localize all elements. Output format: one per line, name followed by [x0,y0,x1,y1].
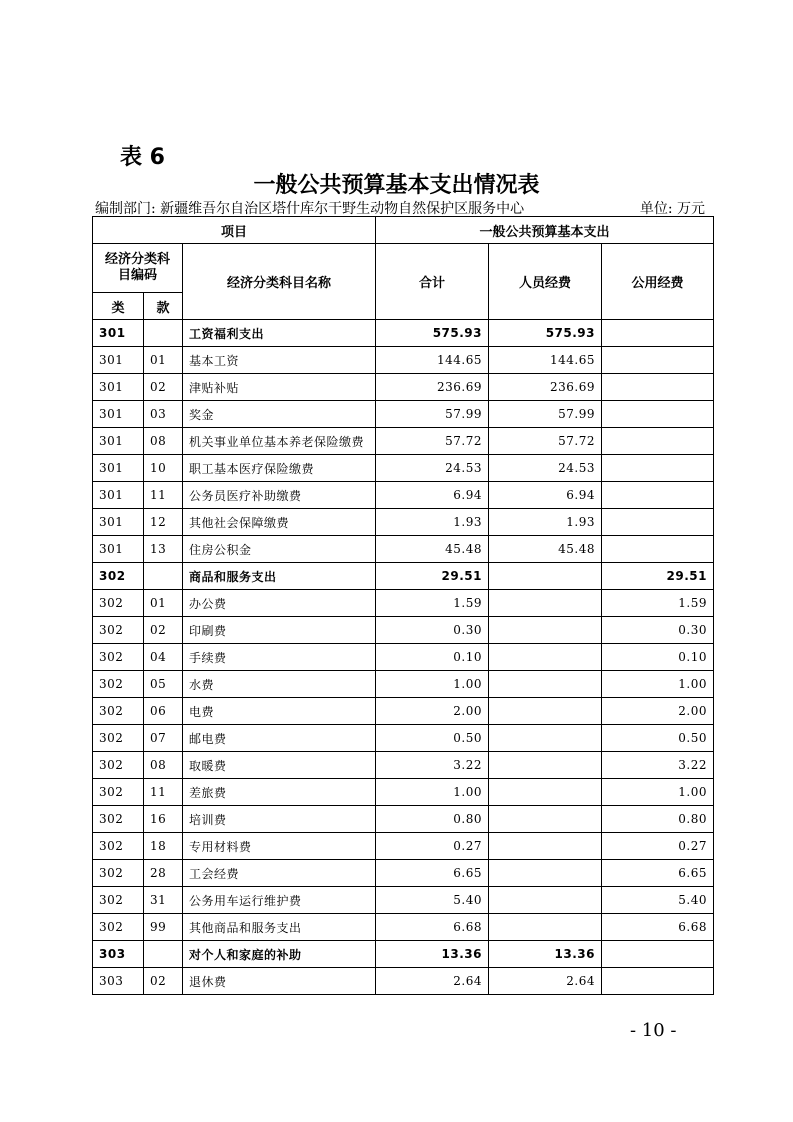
item-name-cell: 其他商品和服务支出 [183,914,376,941]
kuan-cell: 02 [144,968,183,995]
public-cell: 0.30 [602,617,714,644]
personnel-cell: 236.69 [489,374,602,401]
total-cell: 1.59 [376,590,489,617]
item-name-cell: 公务员医疗补助缴费 [183,482,376,509]
kuan-cell: 01 [144,590,183,617]
public-cell: 29.51 [602,563,714,590]
item-name-cell: 邮电费 [183,725,376,752]
table-row [93,671,714,698]
table-row [93,320,714,347]
item-name-cell: 专用材料费 [183,833,376,860]
public-cell: 0.10 [602,644,714,671]
kuan-cell: 06 [144,698,183,725]
name-header: 经济分类科目名称 [183,244,376,320]
table-row [93,968,714,995]
lei-header: 类 [93,293,144,320]
table-row [93,590,714,617]
total-cell: 3.22 [376,752,489,779]
kuan-cell: 11 [144,779,183,806]
total-cell: 29.51 [376,563,489,590]
header-row-1 [93,217,714,244]
table-row [93,428,714,455]
kuan-cell: 18 [144,833,183,860]
kuan-cell: 04 [144,644,183,671]
table-row [93,482,714,509]
kuan-cell: 08 [144,428,183,455]
table-row [93,374,714,401]
personnel-cell: 57.99 [489,401,602,428]
personnel-cell [489,671,602,698]
lei-cell: 302 [93,887,144,914]
total-cell: 0.80 [376,806,489,833]
table-row [93,725,714,752]
page-title: 一般公共预算基本支出情况表 [253,173,540,198]
lei-cell: 303 [93,941,144,968]
kuan-cell: 16 [144,806,183,833]
table-row [93,887,714,914]
table-row [93,860,714,887]
public-header: 公用经费 [602,244,714,320]
lei-cell: 302 [93,563,144,590]
lei-cell: 302 [93,806,144,833]
table-row [93,806,714,833]
personnel-cell: 144.65 [489,347,602,374]
table-row [93,644,714,671]
item-name-cell: 其他社会保障缴费 [183,509,376,536]
item-name-cell: 取暖费 [183,752,376,779]
total-cell: 2.64 [376,968,489,995]
table-row [93,779,714,806]
total-cell: 5.40 [376,887,489,914]
table-row [93,401,714,428]
kuan-cell: 11 [144,482,183,509]
total-cell: 0.30 [376,617,489,644]
total-cell: 57.72 [376,428,489,455]
budget-table [92,216,714,995]
item-name-cell: 公务用车运行维护费 [183,887,376,914]
lei-cell: 301 [93,536,144,563]
total-cell: 6.68 [376,914,489,941]
public-cell [602,941,714,968]
lei-cell: 302 [93,860,144,887]
total-cell: 575.93 [376,320,489,347]
item-name-cell: 对个人和家庭的补助 [183,941,376,968]
lei-cell: 302 [93,671,144,698]
page-number: - 10 - [630,1020,677,1041]
lei-cell: 302 [93,914,144,941]
lei-cell: 302 [93,590,144,617]
personnel-cell [489,833,602,860]
total-cell: 0.10 [376,644,489,671]
code-header: 经济分类科目编码 [93,244,183,293]
public-cell: 6.65 [602,860,714,887]
meta-line [95,198,705,218]
lei-cell: 302 [93,617,144,644]
item-name-cell: 印刷费 [183,617,376,644]
kuan-cell: 10 [144,455,183,482]
public-cell: 0.27 [602,833,714,860]
lei-cell: 302 [93,644,144,671]
public-cell: 1.59 [602,590,714,617]
personnel-cell: 6.94 [489,482,602,509]
item-name-cell: 奖金 [183,401,376,428]
personnel-cell: 24.53 [489,455,602,482]
public-cell: 5.40 [602,887,714,914]
item-name-cell: 住房公积金 [183,536,376,563]
public-cell: 6.68 [602,914,714,941]
personnel-cell [489,590,602,617]
public-cell: 2.00 [602,698,714,725]
kuan-cell [144,941,183,968]
table-row [93,536,714,563]
table-number: 表 6 [120,145,165,170]
item-name-cell: 工资福利支出 [183,320,376,347]
total-cell: 57.99 [376,401,489,428]
public-cell [602,968,714,995]
personnel-cell [489,698,602,725]
kuan-cell: 03 [144,401,183,428]
total-cell: 0.50 [376,725,489,752]
personnel-cell [489,860,602,887]
total-cell: 6.94 [376,482,489,509]
kuan-cell: 99 [144,914,183,941]
personnel-cell: 575.93 [489,320,602,347]
item-name-cell: 水费 [183,671,376,698]
personnel-header: 人员经费 [489,244,602,320]
kuan-cell: 12 [144,509,183,536]
header-row-2 [93,244,714,293]
table-body [93,320,714,995]
total-cell: 1.00 [376,671,489,698]
lei-cell: 301 [93,509,144,536]
lei-cell: 301 [93,482,144,509]
lei-cell: 301 [93,320,144,347]
public-cell: 1.00 [602,779,714,806]
lei-cell: 303 [93,968,144,995]
personnel-cell: 57.72 [489,428,602,455]
dept-label: 编制部门: 新疆维吾尔自治区塔什库尔干野生动物自然保护区服务中心 [95,201,525,217]
personnel-cell [489,806,602,833]
item-name-cell: 退休费 [183,968,376,995]
public-cell [602,374,714,401]
personnel-cell [489,752,602,779]
item-name-cell: 职工基本医疗保险缴费 [183,455,376,482]
public-cell [602,401,714,428]
table-row [93,455,714,482]
item-name-cell: 培训费 [183,806,376,833]
personnel-cell [489,887,602,914]
public-cell [602,347,714,374]
public-cell: 1.00 [602,671,714,698]
lei-cell: 302 [93,725,144,752]
personnel-cell [489,779,602,806]
lei-cell: 301 [93,401,144,428]
table-row [93,347,714,374]
item-name-cell: 津贴补贴 [183,374,376,401]
lei-cell: 302 [93,833,144,860]
kuan-cell: 13 [144,536,183,563]
total-cell: 236.69 [376,374,489,401]
personnel-cell [489,725,602,752]
lei-cell: 301 [93,428,144,455]
public-cell: 0.50 [602,725,714,752]
public-cell: 0.80 [602,806,714,833]
item-name-cell: 差旅费 [183,779,376,806]
total-cell: 0.27 [376,833,489,860]
budget-header: 一般公共预算基本支出 [376,217,714,244]
table-row [93,698,714,725]
public-cell [602,536,714,563]
personnel-cell [489,563,602,590]
total-cell: 45.48 [376,536,489,563]
table-row [93,941,714,968]
kuan-cell [144,563,183,590]
kuan-cell: 07 [144,725,183,752]
item-name-cell: 基本工资 [183,347,376,374]
personnel-cell: 45.48 [489,536,602,563]
public-cell [602,320,714,347]
public-cell [602,455,714,482]
total-cell: 13.36 [376,941,489,968]
total-cell: 1.00 [376,779,489,806]
personnel-cell [489,617,602,644]
item-name-cell: 手续费 [183,644,376,671]
kuan-header: 款 [144,293,183,320]
kuan-cell [144,320,183,347]
personnel-cell: 13.36 [489,941,602,968]
table-row [93,833,714,860]
personnel-cell: 2.64 [489,968,602,995]
public-cell [602,428,714,455]
kuan-cell: 02 [144,374,183,401]
kuan-cell: 08 [144,752,183,779]
kuan-cell: 05 [144,671,183,698]
personnel-cell [489,914,602,941]
table-row [93,563,714,590]
lei-cell: 301 [93,455,144,482]
unit-label: 单位: 万元 [639,201,705,217]
lei-cell: 301 [93,374,144,401]
item-name-cell: 商品和服务支出 [183,563,376,590]
personnel-cell: 1.93 [489,509,602,536]
total-header: 合计 [376,244,489,320]
public-cell [602,482,714,509]
personnel-cell [489,644,602,671]
public-cell: 3.22 [602,752,714,779]
total-cell: 1.93 [376,509,489,536]
total-cell: 24.53 [376,455,489,482]
lei-cell: 301 [93,347,144,374]
item-name-cell: 机关事业单位基本养老保险缴费 [183,428,376,455]
table-row [93,914,714,941]
project-header: 项目 [93,217,376,244]
table-row [93,752,714,779]
public-cell [602,509,714,536]
kuan-cell: 31 [144,887,183,914]
lei-cell: 302 [93,752,144,779]
total-cell: 144.65 [376,347,489,374]
table-row [93,509,714,536]
table-row [93,617,714,644]
kuan-cell: 02 [144,617,183,644]
kuan-cell: 01 [144,347,183,374]
kuan-cell: 28 [144,860,183,887]
item-name-cell: 办公费 [183,590,376,617]
total-cell: 6.65 [376,860,489,887]
item-name-cell: 电费 [183,698,376,725]
item-name-cell: 工会经费 [183,860,376,887]
total-cell: 2.00 [376,698,489,725]
lei-cell: 302 [93,698,144,725]
lei-cell: 302 [93,779,144,806]
